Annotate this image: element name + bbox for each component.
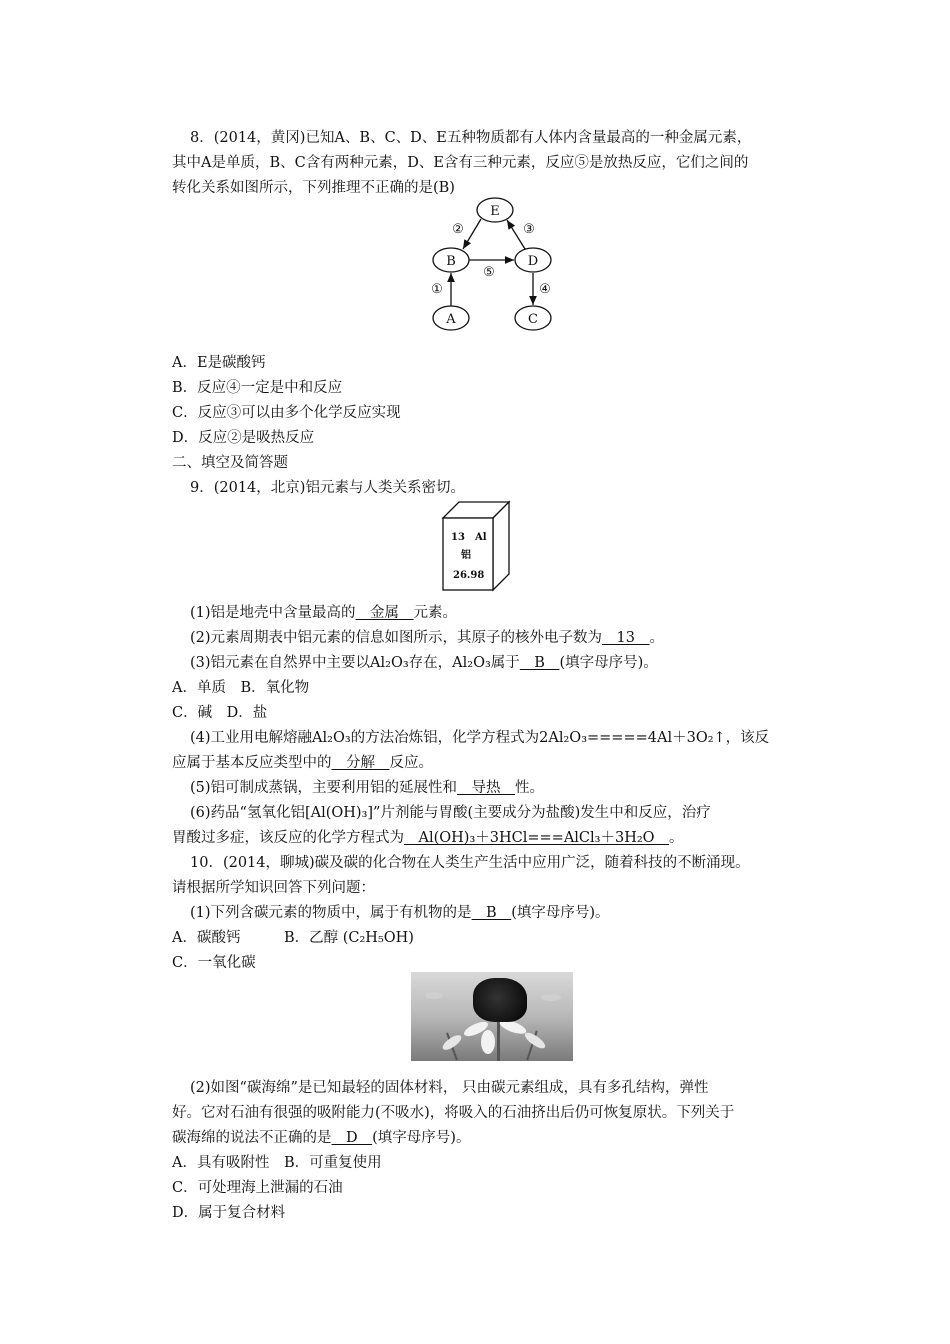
node-c-label: C	[528, 312, 538, 327]
q10-part-2-line-3: 碳海绵的说法不正确的是 D (填字母序号)。	[172, 1130, 471, 1146]
q8-option-b: B．反应④一定是中和反应	[172, 380, 343, 396]
edge-label-2: ②	[452, 222, 464, 237]
q9-answer-2: 13	[602, 630, 650, 646]
edge-label-3: ③	[523, 222, 535, 237]
q9-part-4-line-1: (4)工业用电解熔融Al₂O₃的方法冶炼铝，化学方程式为2Al₂O₃=====4Al＋3O₂↑，该反	[190, 730, 770, 746]
q10-part-2-options-1: A．具有吸附性 B．可重复使用	[172, 1155, 382, 1171]
element-symbol: Al	[475, 532, 487, 543]
carbon-sponge-photo	[411, 972, 573, 1061]
q10-part-1: (1)下列含碳元素的物质中，属于有机物的是 B (填字母序号)。	[190, 905, 610, 921]
q8-option-d: D．反应②是吸热反应	[172, 430, 315, 446]
q9-answer-1: 金属	[355, 605, 414, 621]
q9-part-2: (2)元素周期表中铝元素的信息如图所示，其原子的核外电子数为 13 。	[190, 630, 664, 646]
q10-part-2-options-2: C．可处理海上泄漏的石油	[172, 1180, 343, 1196]
q8-option-a: A．E是碳酸钙	[172, 355, 266, 371]
q9-part-3: (3)铝元素在自然界中主要以Al₂O₃存在，Al₂O₃属于 B (填字母序号)。	[190, 655, 658, 671]
aluminum-element-cube	[441, 500, 511, 592]
q8-line-2: 其中A是单质，B、C含有两种元素，D、E含有三种元素，反应⑤是放热反应，它们之间的	[172, 155, 749, 171]
q10-part-1-options-2: C．一氧化碳	[172, 955, 256, 971]
q10-part-1-options-1: A．碳酸钙 B．乙醇 (C₂H₅OH)	[172, 930, 414, 946]
edge-label-5: ⑤	[483, 265, 495, 280]
q9-part-3-options-2: C．碱 D．盐	[172, 705, 268, 721]
q9-title: 9．(2014，北京)铝元素与人类关系密切。	[190, 480, 465, 496]
reaction-diagram	[425, 196, 565, 336]
q9-part-1: (1)铝是地壳中含量最高的 金属 元素。	[190, 605, 458, 621]
q9-part-6-line-2: 胃酸过多症，该反应的化学方程式为 Al(OH)₃＋3HCl===AlCl₃＋3H₂O 。	[172, 830, 684, 846]
edge-label-1: ①	[431, 282, 443, 297]
element-name: 铝	[461, 550, 471, 561]
q9-answer-4: 分解	[331, 755, 390, 771]
q8-line-3: 转化关系如图所示，下列推理不正确的是(B)	[172, 180, 455, 196]
node-e-label: E	[490, 204, 500, 219]
carbon-sponge	[473, 978, 527, 1022]
node-a-label: A	[446, 312, 456, 327]
section-heading: 二、填空及简答题	[172, 455, 288, 471]
q10-part-2-options-3: D．属于复合材料	[172, 1205, 286, 1221]
q9-part-3-options-1: A．单质 B．氧化物	[172, 680, 310, 696]
element-number: 13	[451, 532, 465, 543]
q9-answer-3: B	[519, 655, 560, 671]
q9-answer-5: 导热	[457, 780, 516, 796]
q9-part-5: (5)铝可制成蒸锅，主要利用铝的延展性和 导热 性。	[190, 780, 545, 796]
arrow-e-b	[463, 219, 481, 249]
q9-part-6-line-1: (6)药品“氢氧化铝[Al(OH)₃]”片剂能与胃酸(主要成分为盐酸)发生中和反应，治疗	[190, 805, 711, 821]
q10-line-2: 请根据所学知识回答下列问题：	[172, 880, 375, 896]
q10-line-1: 10．(2014，聊城)碳及碳的化合物在人类生产生活中应用广泛，随着科技的不断涌现。	[190, 855, 750, 871]
q9-answer-6: Al(OH)₃＋3HCl===AlCl₃＋3H₂O	[404, 830, 670, 846]
node-d-label: D	[527, 254, 539, 269]
q9-part-4-line-2: 应属于基本反应类型中的 分解 反应。	[172, 755, 433, 771]
q10-part-2-line-1: (2)如图“碳海绵”是已知最轻的固体材料， 只由碳元素组成，具有多孔结构，弹性	[190, 1080, 709, 1096]
q8-line-1: 8．(2014，黄冈)已知A、B、C、D、E五种物质都有人体内含量最高的一种金属元素，	[190, 130, 752, 146]
q10-answer-2: D	[331, 1130, 373, 1146]
q10-answer-1: B	[471, 905, 512, 921]
q10-part-2-line-2: 好。它对石油有很强的吸附能力(不吸水)，将吸入的石油挤出后仍可恢复原状。下列关于	[172, 1105, 735, 1121]
node-b-label: B	[446, 254, 456, 269]
edge-label-4: ④	[539, 282, 551, 297]
q8-option-c: C．反应③可以由多个化学反应实现	[172, 405, 401, 421]
element-mass: 26.98	[453, 570, 485, 581]
